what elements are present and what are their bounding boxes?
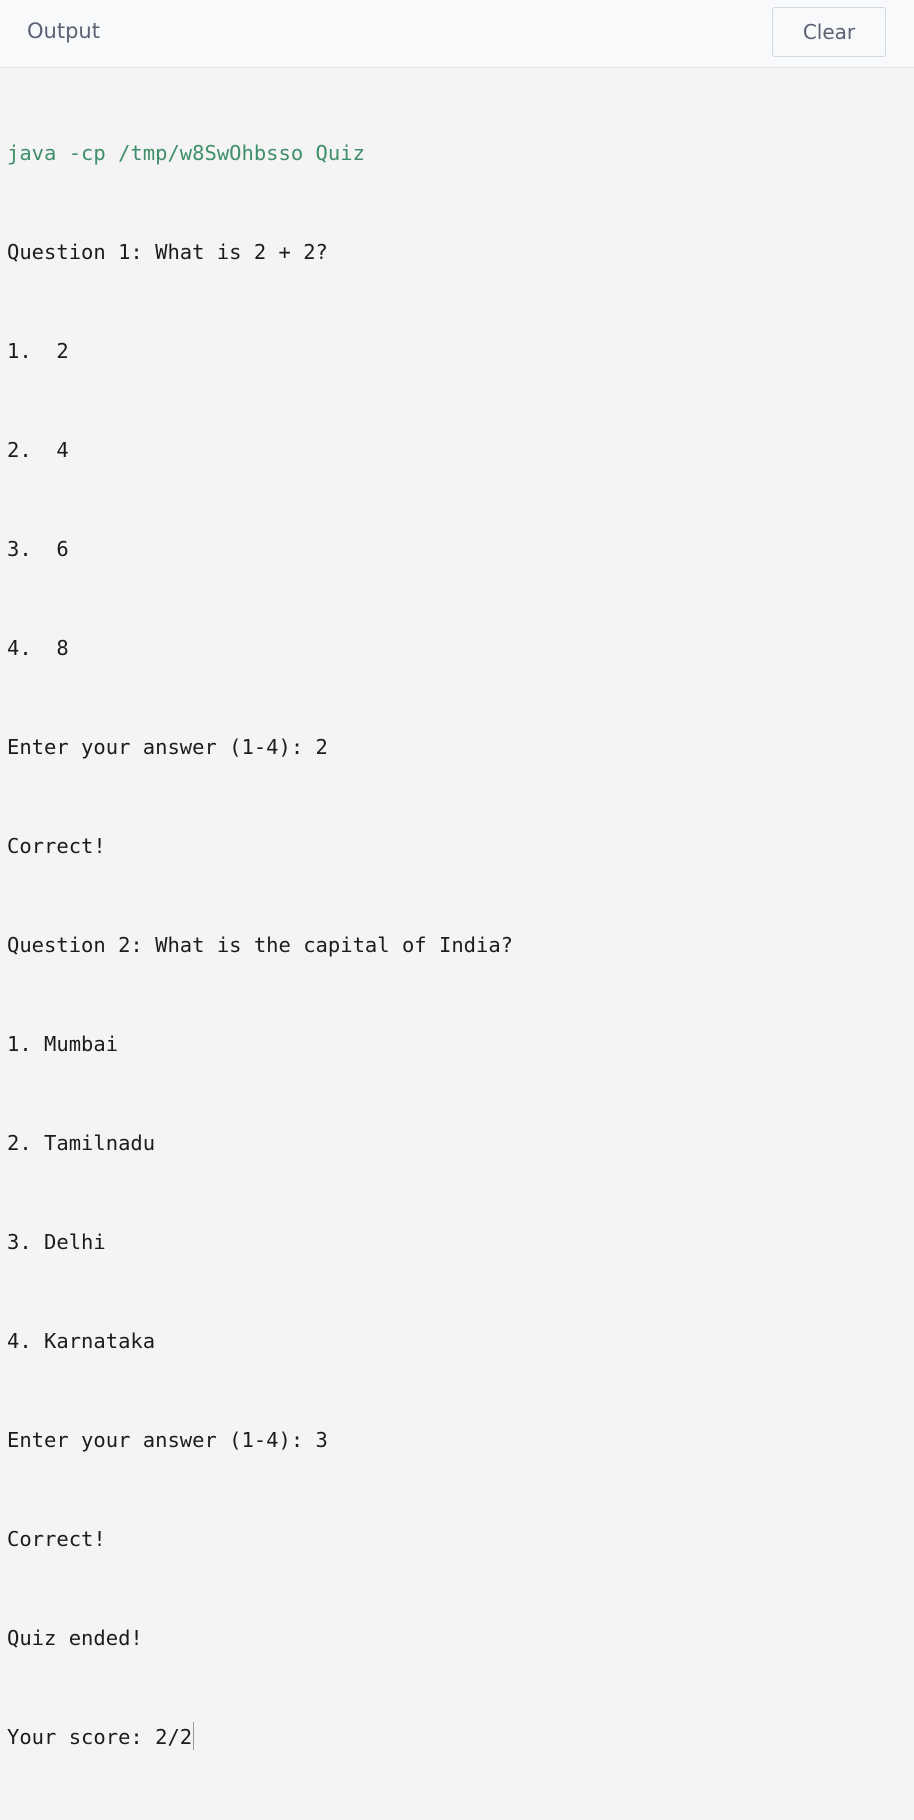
console-line: 4. Karnataka [7,1329,156,1353]
console-line: Enter your answer (1-4): 3 [7,1428,328,1452]
console-line: 1. Mumbai [7,1032,119,1056]
console-line: Question 2: What is the capital of India? [7,933,514,957]
console-output [7,71,914,1820]
console-last-line[interactable] [7,1721,914,1754]
console-line: Correct! [7,834,106,858]
console-line: Quiz ended! [7,1626,143,1650]
text-cursor [193,1722,194,1750]
console-line: Question 1: What is 2 + 2? [7,240,328,264]
output-header [0,0,914,68]
console-line: Correct! [7,1527,106,1551]
output-title: Output [27,19,100,43]
console-line: 2. 4 [7,438,69,462]
console-line: Enter your answer (1-4): 2 [7,735,328,759]
console-line: 1. 2 [7,339,69,363]
console-command: java -cp /tmp/w8SwOhbsso Quiz [7,141,365,165]
console-line: 3. Delhi [7,1230,106,1254]
console-line: 3. 6 [7,537,69,561]
console-line: 4. 8 [7,636,69,660]
clear-button[interactable]: Clear [772,7,886,57]
console-line: 2. Tamilnadu [7,1131,156,1155]
console-line-text: Your score: 2/2 [7,1725,193,1749]
